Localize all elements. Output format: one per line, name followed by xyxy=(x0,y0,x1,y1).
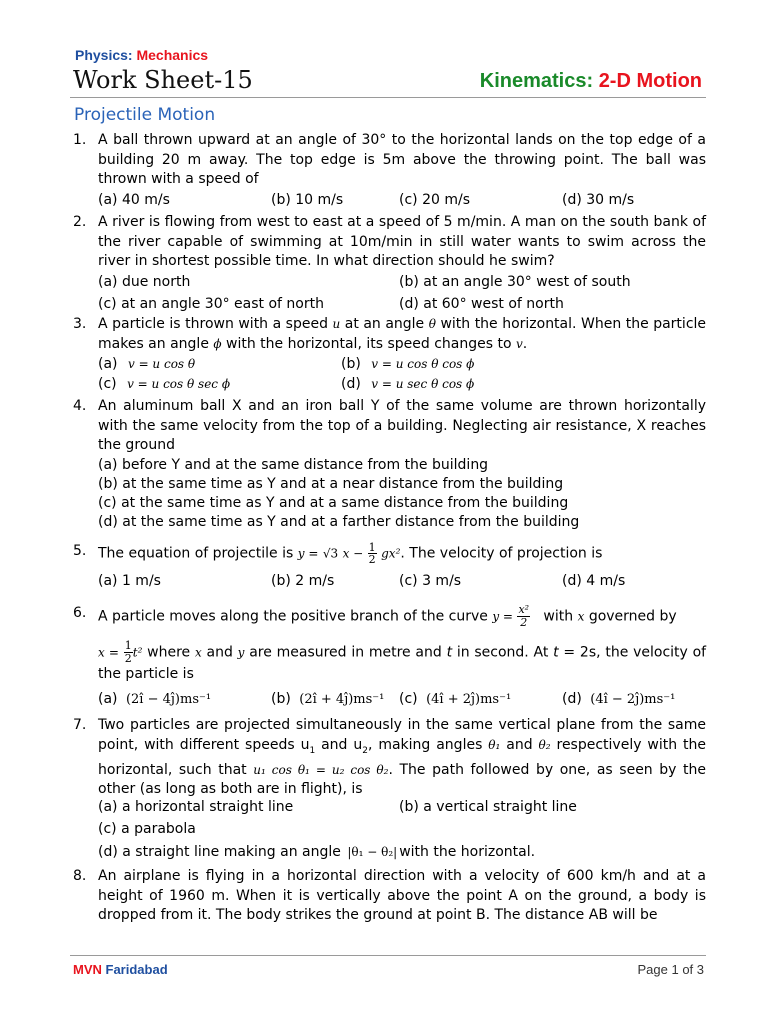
option-label: (a) xyxy=(98,356,118,372)
text-fragment: with the horizontal. xyxy=(399,844,536,860)
fraction-numerator: 1 xyxy=(124,639,132,652)
option-label: (c) xyxy=(98,376,117,392)
page-number: Page 1 of 3 xyxy=(637,962,704,977)
text-fragment: and u xyxy=(315,736,363,753)
option-d: (d) 4 m/s xyxy=(562,573,626,589)
header-divider xyxy=(70,97,706,98)
question-text: A ball thrown upward at an angle of 30° to the horizontal lands on the top edge of a building 20 m away. The top edge is 5m above the throwing point. The ball was thrown with a speed of xyxy=(98,132,706,187)
equation-part: y = xyxy=(297,546,319,561)
option-label: (a) xyxy=(98,691,118,707)
option-formula: (2î + 4ĵ)ms⁻¹ xyxy=(299,692,385,707)
question-number: 6. xyxy=(73,605,87,621)
option-a xyxy=(98,690,211,710)
option-label: (d) xyxy=(341,376,361,392)
equation-sqrt: √3 xyxy=(322,546,339,561)
option-formula: (2î − 4ĵ)ms⁻¹ xyxy=(125,692,212,707)
option-b xyxy=(341,355,474,375)
text-fragment: respectively with the horizontal, such that xyxy=(98,736,707,778)
text-fragment: and xyxy=(506,736,533,753)
question-8 xyxy=(70,867,706,926)
question-2 xyxy=(70,213,706,272)
text-fragment: , making angles xyxy=(367,736,483,753)
text-fragment: Two particles are projected simultaneously in the same vertical plane from the same point, with different speeds u xyxy=(98,717,706,753)
equation-part: y = xyxy=(492,609,513,624)
text-fragment: governed by xyxy=(588,608,677,625)
option-d: (d) at 60° west of north xyxy=(399,296,564,312)
option-b: (b) a vertical straight line xyxy=(399,799,577,815)
org-mvn: MVN xyxy=(73,962,102,977)
question-text xyxy=(98,315,706,354)
subscript: 1 xyxy=(309,745,316,756)
topic-main: 2-D Motion xyxy=(598,70,702,92)
symbol-y: y xyxy=(237,645,245,660)
text-fragment: . The path followed by one, as seen by the other (as long as both are in flight), is xyxy=(98,761,707,798)
option-a: (a) a horizontal straight line xyxy=(98,799,294,815)
question-text xyxy=(98,640,706,685)
curve-fraction xyxy=(517,604,530,629)
question-number: 8. xyxy=(73,868,87,884)
option-c: (c) at the same time as Y and at a same distance from the building xyxy=(98,495,569,511)
worksheet-title: Work Sheet-15 xyxy=(73,66,253,94)
question-number: 7. xyxy=(73,717,87,733)
option-c: (c) 20 m/s xyxy=(399,192,470,208)
question-6 xyxy=(70,604,706,629)
option-label: (b) xyxy=(341,356,361,372)
option-d xyxy=(341,375,474,395)
option-formula: (4î − 2ĵ)ms⁻¹ xyxy=(590,692,676,707)
equation-part: x − xyxy=(342,546,364,561)
option-d xyxy=(98,843,535,863)
symbol-x: x xyxy=(577,609,585,624)
question-text: A river is flowing from west to east at a speed of 5 m/min. A man on the south bank of the river capable of swimming at 10m/min in still water wants to swim across the river in shortest possible time. In what direction should he swim? xyxy=(98,214,706,269)
x-fraction xyxy=(124,640,133,665)
option-label: (b) xyxy=(271,691,291,707)
symbol-t: t xyxy=(553,644,559,661)
option-c: (c) at an angle 30° east of north xyxy=(98,296,324,312)
equation: |θ₁ − θ₂| xyxy=(347,845,398,859)
option-c xyxy=(98,375,230,395)
footer-divider xyxy=(70,955,706,956)
option-c: (c) a parabola xyxy=(98,821,196,837)
symbol-t: t xyxy=(446,644,453,661)
topic-prefix: Kinematics: xyxy=(479,70,594,92)
fraction-numerator: x² xyxy=(518,603,530,616)
option-formula: v = u sec θ cos ϕ xyxy=(371,377,475,391)
equation-part: x = xyxy=(98,645,119,660)
option-a: (a) 40 m/s xyxy=(98,192,170,208)
text-fragment: = 2s, the velocity of the particle is xyxy=(98,644,707,682)
option-label: (c) xyxy=(399,691,418,707)
fraction-denominator: 2 xyxy=(124,652,132,665)
text-fragment: (d) a straight line making an angle xyxy=(98,844,341,860)
text-fragment: . The velocity of projection is xyxy=(400,545,603,562)
equation-fraction xyxy=(368,542,377,565)
text-fragment: at an angle xyxy=(344,316,425,332)
option-label: (d) xyxy=(562,691,582,707)
option-b: (b) 2 m/s xyxy=(271,573,335,589)
option-formula: (4î + 2ĵ)ms⁻¹ xyxy=(426,692,512,707)
footer-org xyxy=(73,962,168,977)
fraction-denominator: 2 xyxy=(368,553,376,566)
text-fragment: with the horizontal. When the particle makes an angle xyxy=(98,316,707,352)
subscript: 2 xyxy=(362,745,368,756)
question-text: An aluminum ball X and an iron ball Y of the same volume are thrown horizontally with the same velocity from the top of a building. Neglecting air resistance, X reaches the ground xyxy=(98,398,706,453)
question-6-cont xyxy=(70,640,706,685)
question-5 xyxy=(70,542,706,565)
fraction-numerator: 1 xyxy=(368,541,376,554)
subject-label xyxy=(75,47,208,63)
text-fragment: A particle is thrown with a speed xyxy=(98,316,328,332)
symbol-theta: θ xyxy=(428,317,436,331)
text-fragment: in second. At xyxy=(456,644,549,661)
option-formula: v = u cos θ cos ϕ xyxy=(371,357,475,371)
topic-title xyxy=(480,70,702,93)
question-number: 5. xyxy=(73,543,87,559)
subject-topic: Mechanics xyxy=(136,47,209,63)
org-faridabad: Faridabad xyxy=(105,962,168,977)
option-a: (a) before Y and at the same distance from the building xyxy=(98,457,489,473)
symbol-phi: ϕ xyxy=(213,336,222,351)
equation: u₁ cos θ₁ = u₂ cos θ₂ xyxy=(253,762,389,777)
option-a: (a) due north xyxy=(98,274,191,290)
question-number: 4. xyxy=(73,398,87,414)
question-text xyxy=(98,604,706,629)
option-c: (c) 3 m/s xyxy=(399,573,462,589)
fraction-denominator: 2 xyxy=(520,616,528,629)
option-b: (b) 10 m/s xyxy=(271,192,344,208)
symbol-u: u xyxy=(332,317,341,331)
text-fragment: A particle moves along the positive branch of the curve xyxy=(98,608,488,625)
option-d: (d) 30 m/s xyxy=(562,192,635,208)
text-fragment: with xyxy=(543,608,574,625)
question-number: 1. xyxy=(73,132,87,148)
question-text xyxy=(98,542,706,565)
question-4 xyxy=(70,397,706,456)
text-fragment: The equation of projectile is xyxy=(98,545,294,562)
text-fragment: with the horizontal, its speed changes to xyxy=(226,335,512,352)
option-b: (b) at an angle 30° west of south xyxy=(399,274,631,290)
text-fragment: are measured in metre and xyxy=(249,644,442,661)
question-number: 2. xyxy=(73,214,87,230)
option-b: (b) at the same time as Y and at a near distance from the building xyxy=(98,476,564,492)
section-title: Projectile Motion xyxy=(74,105,216,125)
option-formula: v = u cos θ sec ϕ xyxy=(127,377,231,391)
symbol-theta1: θ₁ xyxy=(488,737,501,752)
option-d: (d) at the same time as Y and at a farther distance from the building xyxy=(98,514,580,530)
question-3 xyxy=(70,315,706,354)
question-text: An airplane is flying in a horizontal direction with a velocity of 600 km/h and at a height of 1960 m. When it is vertically above the point A on the ground, a body is dropped from it. The body strikes the ground at point B. The distance AB will be xyxy=(98,868,706,923)
symbol-theta2: θ₂ xyxy=(538,737,551,752)
equation-part: t² xyxy=(132,645,143,660)
symbol-x: x xyxy=(194,645,202,660)
text-fragment: where xyxy=(147,644,191,661)
question-1 xyxy=(70,131,706,190)
equation-part: gx² xyxy=(381,546,401,561)
option-a xyxy=(98,355,195,375)
text-fragment: . xyxy=(522,335,528,352)
option-d xyxy=(562,690,675,710)
option-a: (a) 1 m/s xyxy=(98,573,161,589)
question-7 xyxy=(70,716,706,800)
option-b xyxy=(271,690,384,710)
option-c xyxy=(399,690,511,710)
symbol-v: v xyxy=(515,336,523,351)
option-formula: v = u cos θ xyxy=(127,357,196,371)
text-fragment: and xyxy=(206,644,233,661)
question-text xyxy=(98,716,706,800)
question-number: 3. xyxy=(73,316,87,332)
subject-prefix: Physics: xyxy=(75,47,133,63)
